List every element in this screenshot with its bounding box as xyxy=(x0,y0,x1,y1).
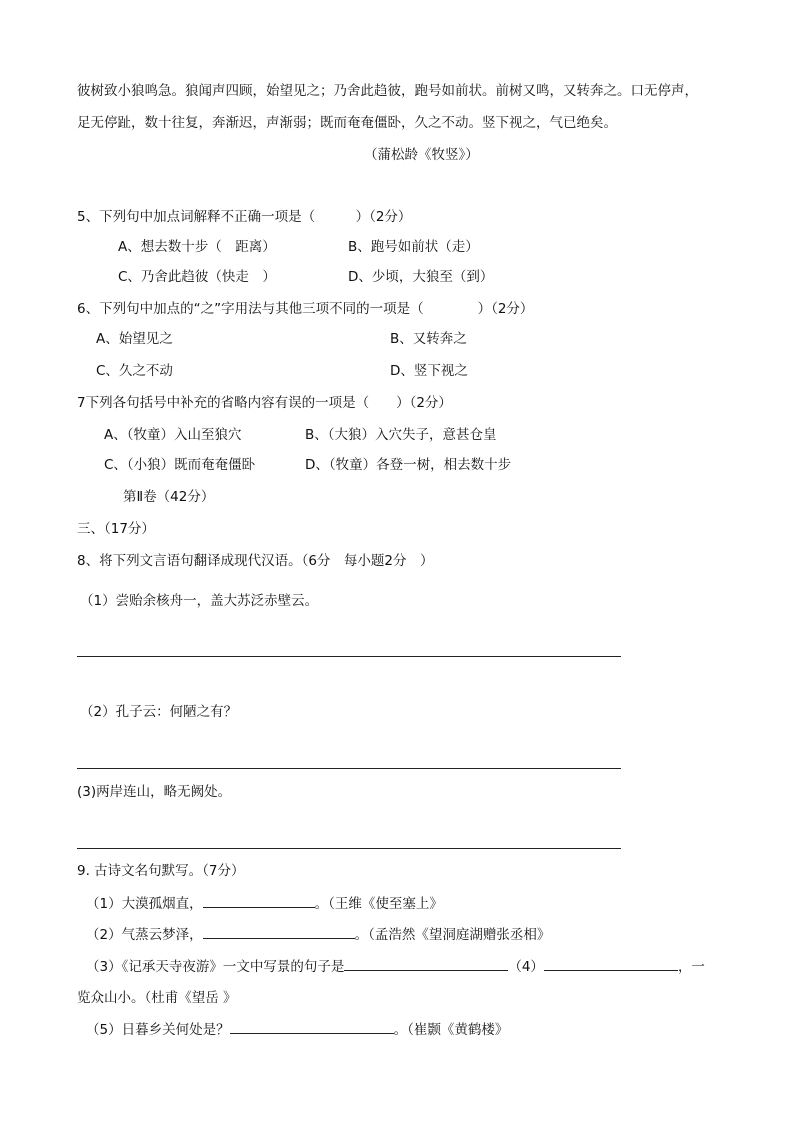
q6-option-d: D、竖下视之 xyxy=(390,363,468,379)
q9-line-1-suffix: 。（王维《使至塞上》 xyxy=(314,896,443,912)
q5-option-c: C、乃舍此趋彼（快走 ） xyxy=(118,269,276,285)
q6-option-b: B、又转奔之 xyxy=(390,331,467,347)
q9-stem: 9. 古诗文名句默写。（7分） xyxy=(77,863,245,879)
q7-option-c: C、（小狼）既而奄奄僵卧 xyxy=(104,457,256,473)
q9-blank-4[interactable] xyxy=(544,957,678,971)
q9-line-5-prefix: （5）日暮乡关何处是？ xyxy=(86,1022,230,1038)
q8-answer-line-1[interactable] xyxy=(77,656,621,657)
q9-line-4: 览众山小。（杜甫《望岳 》 xyxy=(77,990,237,1006)
q9-line-1-prefix: （1）大漠孤烟直， xyxy=(86,896,203,912)
part2-heading: 第Ⅱ卷（42分） xyxy=(123,489,215,505)
q5-option-b: B、跑号如前状（走） xyxy=(348,239,479,255)
q5-option-d: D、少顷，大狼至（到） xyxy=(348,269,494,285)
q8-sentence-3: (3)两岸连山，略无阙处。 xyxy=(77,784,232,800)
q9-line-2-prefix: （2）气蒸云梦泽， xyxy=(86,927,203,943)
q8-answer-line-2[interactable] xyxy=(77,768,621,769)
q6-option-a: A、始望见之 xyxy=(96,331,173,347)
q6-option-c: C、久之不动 xyxy=(96,363,173,379)
q5-stem: 5、下列句中加点词解释不正确一项是（ ）（2分） xyxy=(77,209,412,225)
passage-line-2: 足无停趾，数十往复，奔渐迟，声渐弱；既而奄奄僵卧，久之不动。竖下视之，气已绝矣。 xyxy=(77,115,617,131)
passage-source: （蒲松龄《牧竖》） xyxy=(364,147,479,163)
q9-blank-1[interactable] xyxy=(203,894,315,908)
q8-sentence-1: （1）尝贻余核舟一，盖大苏泛赤壁云。 xyxy=(80,593,319,609)
q5-option-a: A、想去数十步（ 距离） xyxy=(118,239,276,255)
q8-answer-line-3[interactable] xyxy=(77,848,621,849)
q9-line-3-prefix: （3）《记承天寺夜游》一文中写景的句子是 xyxy=(86,959,345,975)
q7-option-a: A、（牧童）入山至狼穴 xyxy=(104,427,242,443)
q8-stem: 8、将下列文言语句翻译成现代汉语。（6分 每小题2分 ） xyxy=(77,553,434,569)
q7-option-d: D、（牧童）各登一树，相去数十步 xyxy=(305,457,512,473)
q9-line-5-suffix: 。（崔颢《黄鹤楼》 xyxy=(393,1022,509,1038)
q7-stem: 7下列各句括号中补充的省略内容有误的一项是（ ）（2分） xyxy=(77,395,452,411)
q8-sentence-2: （2）孔子云：何陋之有？ xyxy=(80,704,238,720)
q7-option-b: B、（大狼）入穴失子，意甚仓皇 xyxy=(305,427,497,443)
q9-line-5 xyxy=(86,1020,508,1039)
q9-line-1 xyxy=(86,894,443,913)
q9-line-2 xyxy=(86,925,550,944)
section3-heading: 三、（17分） xyxy=(77,521,155,537)
q9-line-2-suffix: 。（孟浩然《望洞庭湖赠张丞相》 xyxy=(354,927,551,943)
q9-blank-2[interactable] xyxy=(203,925,355,939)
q6-stem: 6、下列句中加点的“之”字用法与其他三项不同的一项是（ ）（2分） xyxy=(77,301,534,317)
q9-line-3-suffix: ，一 xyxy=(677,959,705,975)
q9-blank-3[interactable] xyxy=(344,957,508,971)
q9-blank-5[interactable] xyxy=(230,1020,394,1034)
q9-line-3-mid: （4） xyxy=(508,959,544,975)
q9-line-3 xyxy=(86,957,705,976)
passage-line-1: 彼树致小狼鸣急。狼闻声四顾，始望见之；乃舍此趋彼，跑号如前状。前树又鸣，又转奔之。口无停声， xyxy=(77,83,698,99)
